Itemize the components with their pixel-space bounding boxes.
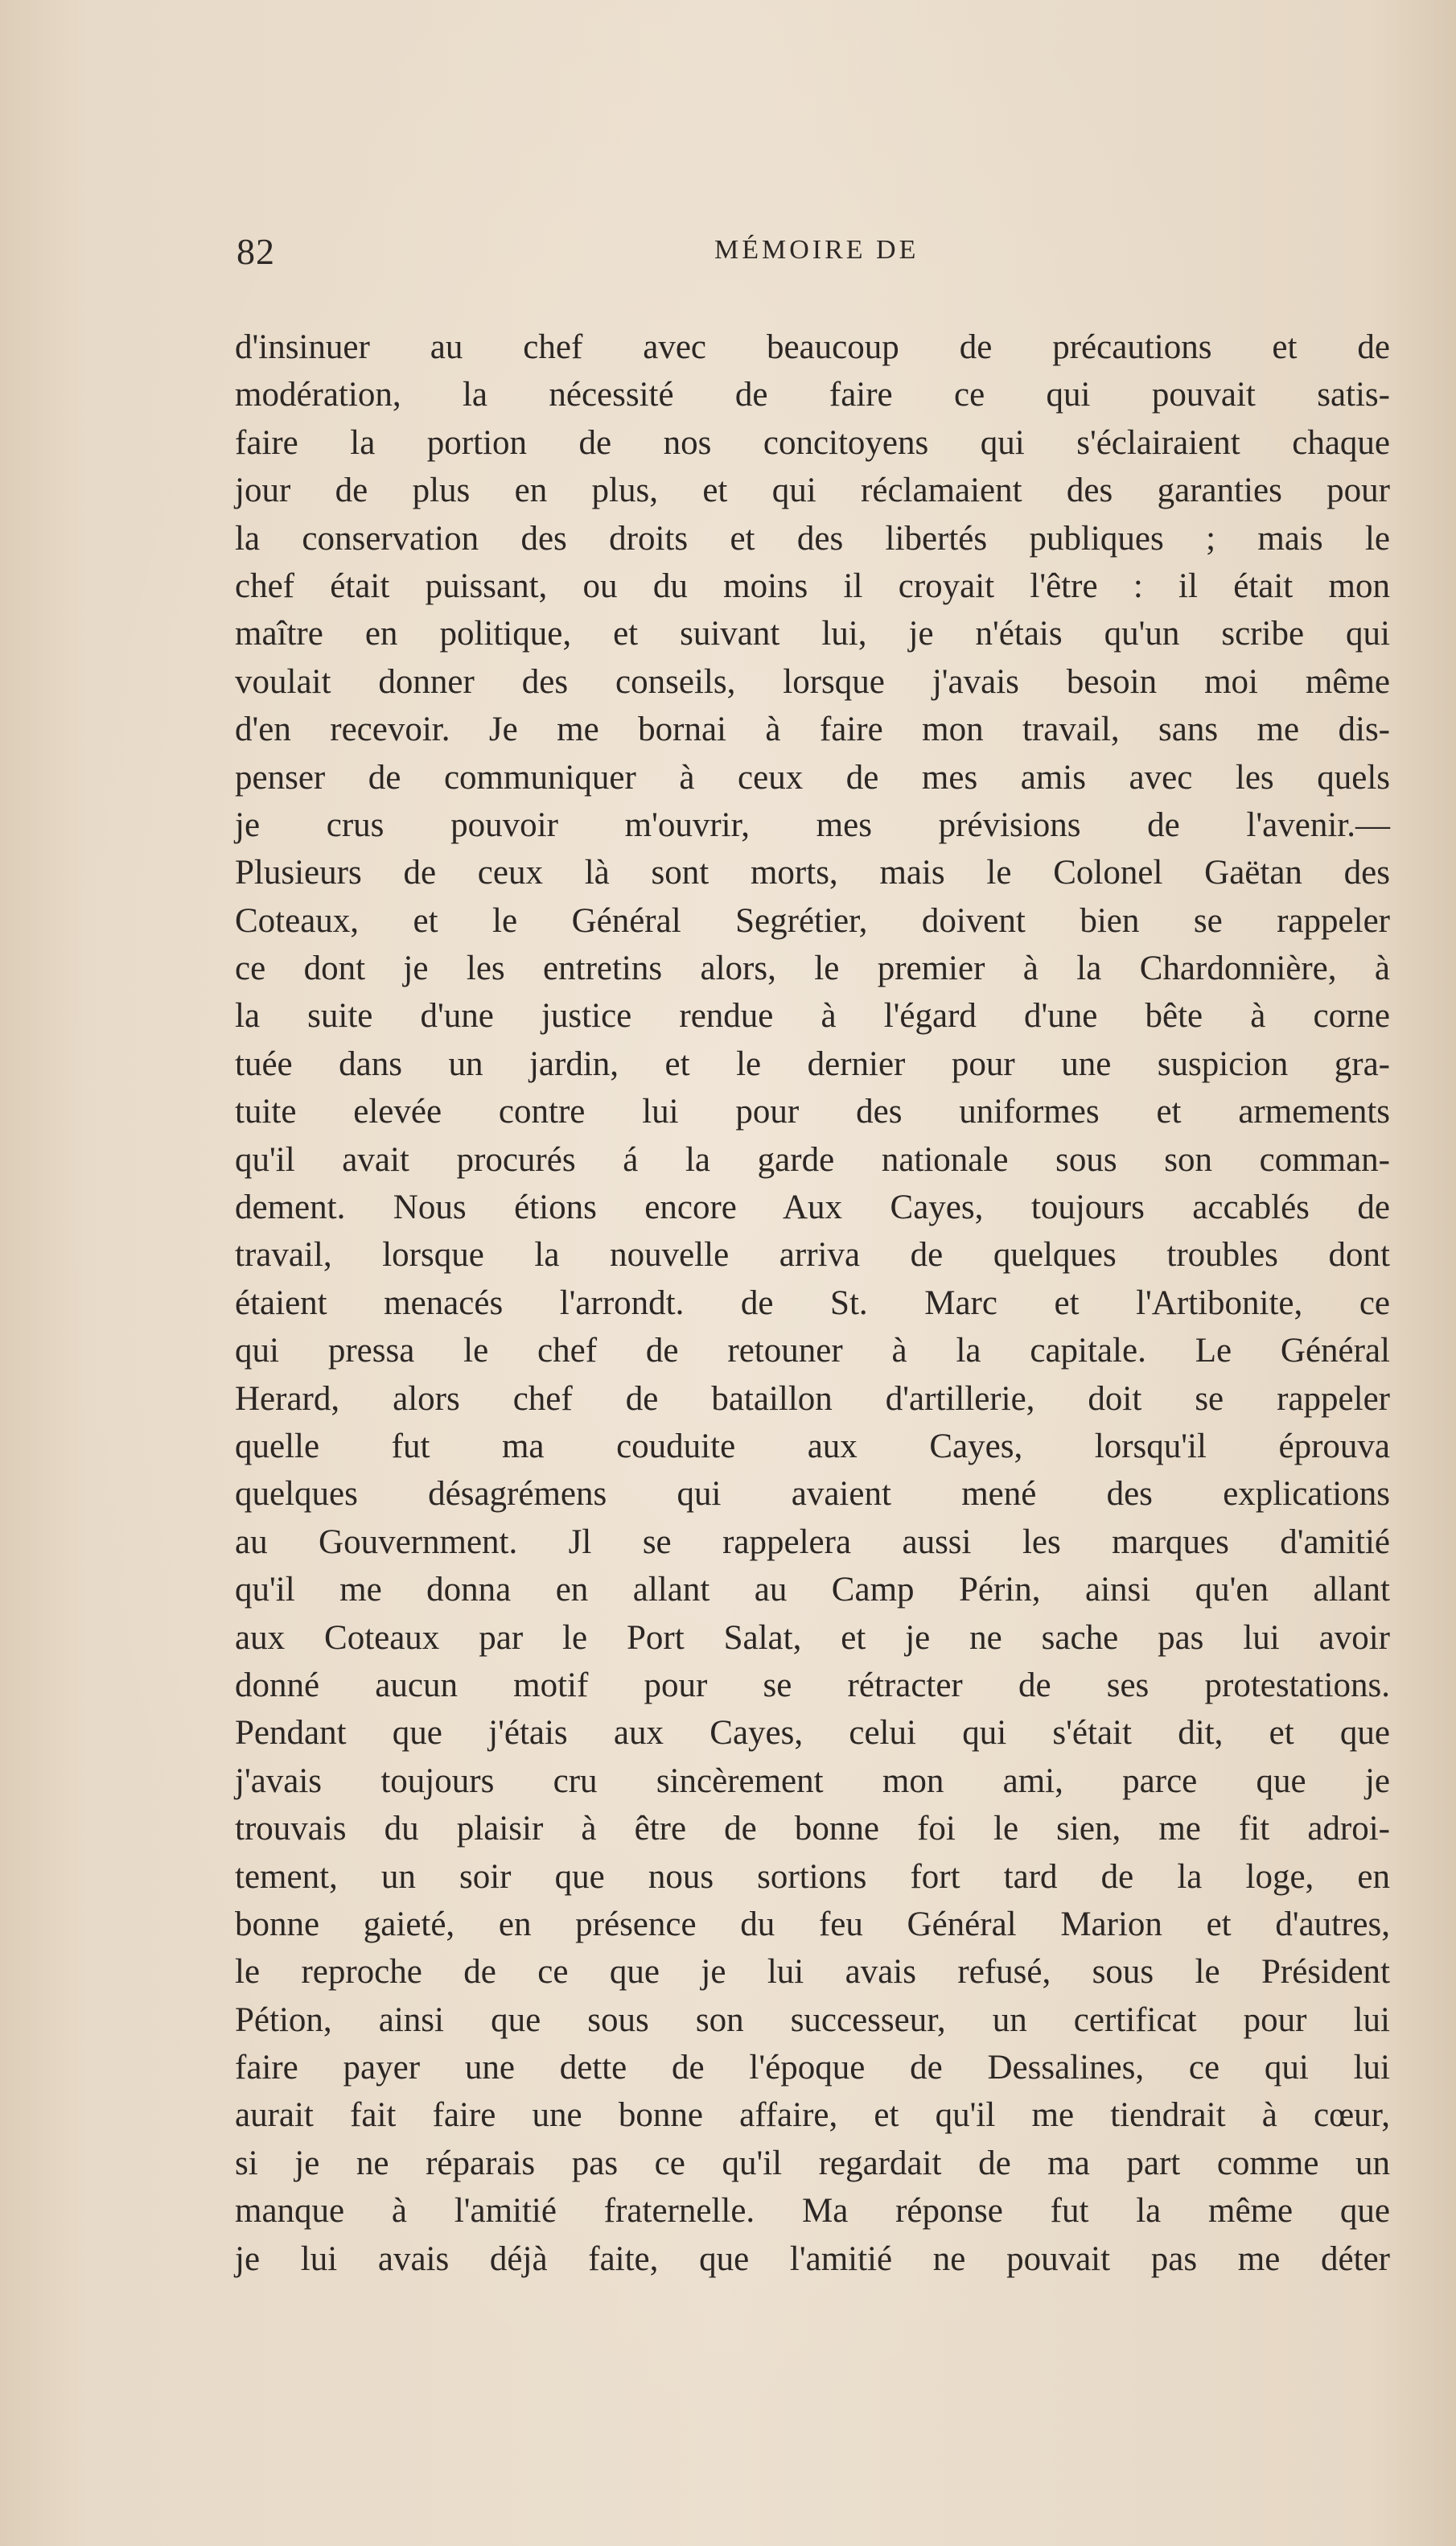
text-line: tuée dans un jardin, et le dernier pour une suspicion gra-	[235, 1044, 1390, 1083]
text-line: la conservation des droits et des libertés publiques ; mais le	[235, 519, 1390, 558]
running-title: MÉMOIRE DE	[714, 235, 919, 265]
text-line: faire la portion de nos concitoyens qui s'éclairaient chaque	[235, 423, 1390, 462]
text-line: voulait donner des conseils, lorsque j'avais besoin moi même	[235, 662, 1390, 701]
text-line: chef était puissant, ou du moins il croyait l'être : il était mon	[235, 566, 1390, 605]
text-line: qu'il me donna en allant au Camp Périn, ainsi qu'en allant	[235, 1571, 1390, 1609]
text-line: aux Coteaux par le Port Salat, et je ne sache pas lui avoir	[235, 1618, 1390, 1657]
text-line: tuite elevée contre lui pour des uniformes et armements	[235, 1093, 1390, 1131]
text-line: je crus pouvoir m'ouvrir, mes prévisions de l'avenir.—	[235, 805, 1390, 844]
text-line: faire payer une dette de l'époque de Dessalines, ce qui lui	[235, 2049, 1390, 2087]
text-line: étaient menacés l'arrondt. de St. Marc et l'Artibonite, ce	[235, 1283, 1390, 1322]
text-line: le reproche de ce que je lui avais refusé, sous le Président	[235, 1953, 1390, 1992]
text-line: si je ne réparais pas ce qu'il regardait de ma part comme un	[235, 2144, 1390, 2182]
body-text	[235, 323, 1393, 2283]
text-line: bonne gaieté, en présence du feu Général Marion et d'autres,	[235, 1905, 1390, 1943]
text-line: au Gouvernment. Jl se rappelera aussi les marques d'amitié	[235, 1522, 1390, 1561]
text-line: d'en recevoir. Je me bornai à faire mon travail, sans me dis-	[235, 711, 1390, 749]
text-line: d'insinuer au chef avec beaucoup de précautions et de	[235, 328, 1390, 366]
text-line: Coteaux, et le Général Segrétier, doivent bien se rappeler	[235, 901, 1390, 940]
page-number: 82	[236, 231, 275, 272]
text-line: quelques désagrémens qui avaient mené des explications	[235, 1475, 1390, 1514]
text-line: travail, lorsque la nouvelle arriva de quelques troubles dont	[235, 1236, 1390, 1275]
text-line: jour de plus en plus, et qui réclamaient des garanties pour	[235, 472, 1390, 510]
text-line: dement. Nous étions encore Aux Cayes, toujours accablés de	[235, 1189, 1390, 1227]
text-line: je lui avais déjà faite, que l'amitié ne pouvait pas me déter	[235, 2239, 1390, 2278]
text-line: Plusieurs de ceux là sont morts, mais le Colonel Gaëtan des	[235, 854, 1390, 892]
text-line: manque à l'amitié fraternelle. Ma réponse fut la même que	[235, 2192, 1390, 2231]
text-line: la suite d'une justice rendue à l'égard d'une bête à corne	[235, 997, 1390, 1036]
text-line: Pétion, ainsi que sous son successeur, un certificat pour lui	[235, 2000, 1390, 2039]
text-line: donné aucun motif pour se rétracter de ses protestations.	[235, 1666, 1390, 1704]
text-line: tement, un soir que nous sortions fort tard de la loge, en	[235, 1857, 1390, 1896]
text-line: penser de communiquer à ceux de mes amis avec les quels	[235, 758, 1390, 797]
text-line: ce dont je les entretins alors, le premier à la Chardonnière, à	[235, 950, 1390, 988]
text-line: qu'il avait procurés á la garde nationale sous son comman-	[235, 1140, 1390, 1179]
text-line: j'avais toujours cru sincèrement mon ami, parce que je	[235, 1761, 1390, 1800]
text-line: trouvais du plaisir à être de bonne foi le sien, me fit adroi-	[235, 1810, 1390, 1848]
text-line: maître en politique, et suivant lui, je n'étais qu'un scribe qui	[235, 615, 1390, 653]
running-head	[236, 230, 1105, 286]
text-line: modération, la nécessité de faire ce qui pouvait satis-	[235, 376, 1390, 414]
text-line: quelle fut ma couduite aux Cayes, lorsqu'il éprouva	[235, 1427, 1390, 1465]
text-line: aurait fait faire une bonne affaire, et qu'il me tiendrait à cœur,	[235, 2096, 1390, 2135]
text-line: Pendant que j'étais aux Cayes, celui qui s'était dit, et que	[235, 1714, 1390, 1753]
text-line: Herard, alors chef de bataillon d'artillerie, doit se rappeler	[235, 1379, 1390, 1418]
text-line: qui pressa le chef de retouner à la capitale. Le Général	[235, 1332, 1390, 1370]
